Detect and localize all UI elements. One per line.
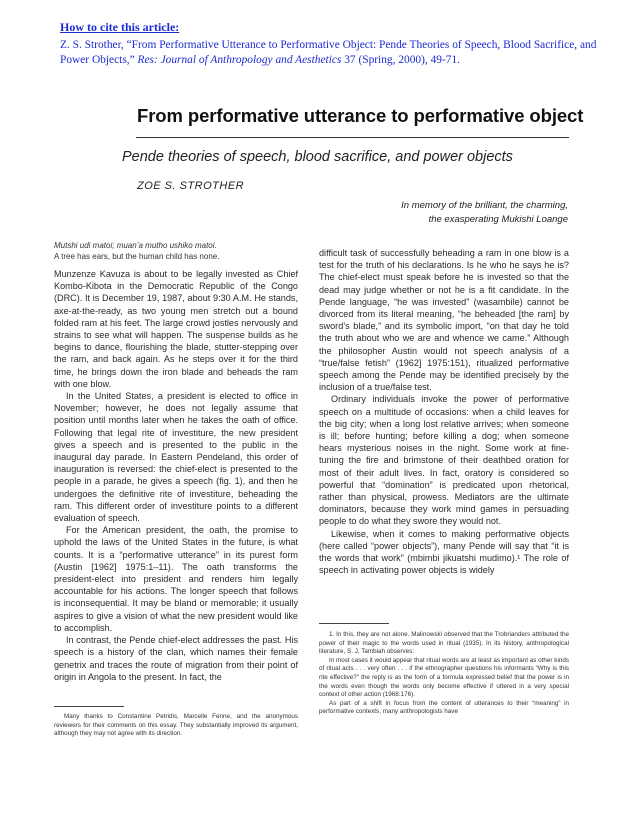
footnote-text: Many thanks to Constantine Petridis, Marcelle Fenne, and the anonymous reviewers for their comments on this essay. They substantially improved its argument, although they may not agree with its direction. [54,713,298,738]
citation-text-before: Z. S. Strother, “From Performative Utterance to Performative Object: Pende Theories of Speech, Blood Sacrifice, and Power Objects,” [60,39,597,66]
footnote-rule [54,706,124,707]
footnote-acknowledgments [54,713,298,739]
epigraph [54,240,298,262]
body-paragraph: For the American president, the oath, the promise to uphold the laws of the United States in the future, is what counts. It is a “performative utterance” in its purest form (Austin [1962] 1975:1–11). The oath transforms the president-elect into president and renders him legally accountable for his actions. The longer speech that follows is inconsequential. It may be bland or memorable; it usually aspires to give a vision of what the new president would like to accomplish. [54,525,298,633]
citation-text [60,38,612,68]
dedication [330,199,568,227]
body-paragraph: difficult task of successfully beheading a ram in one blow is a test for the truth of his declarations. Is he who he says he is? The chief-elect must speak before he is invested so that the dead may judge whether or not he is a fit candidate. In the Pende language, “he was invested” (wasambile) cannot be divorced from its literal meaning, “he beheaded [the ram] by sword’s blade,” and its symbolic import, “on that day he told the truth about who we are and whence we came.” Although the philosopher Austin would not speech analysis of a “true/false fetish” (1962] 1975:151), ritualized performative speech among the Pende may be identified precisely by the inclusion of a true/false test. [319,248,569,393]
article-subtitle: Pende theories of speech, blood sacrifice, and power objects [122,149,513,165]
dedication-line: the exasperating Mukishi Loange [428,214,568,225]
body-column-right [319,247,569,576]
body-paragraph: Munzenze Kavuza is about to be legally invested as Chief Kombo-Kibota in the Democratic Republic of the Congo (DRC). It is December 19, 1987, about 9:30 A.M. He stands, axe-at-the-ready, as two young men stretch out a bound folded ram at his feet. The large crowd jostles nervously and strains to see what will happen. The suspense builds as he begins to dance, flourishing the blade, stutter-stepping over the ram, and back again. As he steps over it for the third time, he brings down the iron blade and beheads the ram with one blow. [54,269,298,389]
article-title: From performative utterance to performative object [137,105,584,126]
dedication-line: In memory of the brilliant, the charming, [401,200,568,211]
footnote-rule [319,623,389,624]
body-paragraph: In contrast, the Pende chief-elect addresses the past. His speech is a history of the clan, which names their female genetrix and traces the route of migration from their point of origin in Angola to the present. In fact, the [54,635,298,682]
epigraph-pende: Mutshi udi matoi; muan’a mutho ushiko matoi. [54,241,217,250]
epigraph-translation: A tree has ears, but the human child has none. [54,252,220,261]
body-paragraph: Likewise, when it comes to making performative objects (here called “power objects”), many Pende will say that “it is the words that work” (mbimbi jikuatshi mudimo).¹ The role of speech in activating power objects is widely [319,528,569,576]
footnote-text: In most cases it would appear that ritual words are at least as important as other kinds of ritual acts . . . very often . . . if the ethnographer questions his informants “Why is this rite effective?” the reply is as the form of a formula expressed belief that the power is in the words even though the words only become effective if uttered in a very special context of other action (1968:176). [319,656,569,699]
body-column-left [54,240,298,683]
citation-journal: Res: Journal of Anthropology and Aesthetics [137,54,342,66]
body-paragraph: In the United States, a president is elected to office in November; however, he does not legally assume that position until months later when he takes the oath of office. Following that legal rite of investiture, the new president gives a speech and is presented to the public in the inaugural day parade. In Eastern Pendeland, this order of inauguration is reversed: the chief-elect is presented to the people in a parade, he gives a speech (fig. 1), and then he undergoes the definitive rite of investiture, beheading the ram. This different order of investiture points to a different evaluation of speech. [54,391,298,524]
body-paragraph: Ordinary individuals invoke the power of performative speech on a multitude of occasions: when a child leaves for the big city; when a long lost relative arrives; when someone is ill; before hunting; before killing a dog; when someone hears mysterious noises in the night. Some work at fine-tuning the fire and brimstone of their deathbed oration for most of their adult lives. In fact, oratory is considered so powerful that “domination” is predicated upon rhetorical, rather than physical, prowess. Mediators are the ultimate dominators, because they work mind games in persuading people to do what they swore they would not. [319,394,569,527]
title-rule [136,137,569,138]
citation-heading[interactable]: How to cite this article: [60,20,180,34]
footnote-text: 1. In this, they are not alone. Malinowski observed that the Trobrianders attributed the power of their magic to the words used in ritual (1935). In its history, anthropological literature, S. J. Tambiah observes: [319,631,569,656]
footnote-text: As part of a shift in focus from the content of utterances to their “meaning” in performative contexts, many anthropologists have [319,699,569,716]
citation-text-after: 37 (Spring, 2000), 49-71. [341,54,461,66]
article-author: ZOE S. STROTHER [137,180,245,192]
footnotes [319,631,569,717]
